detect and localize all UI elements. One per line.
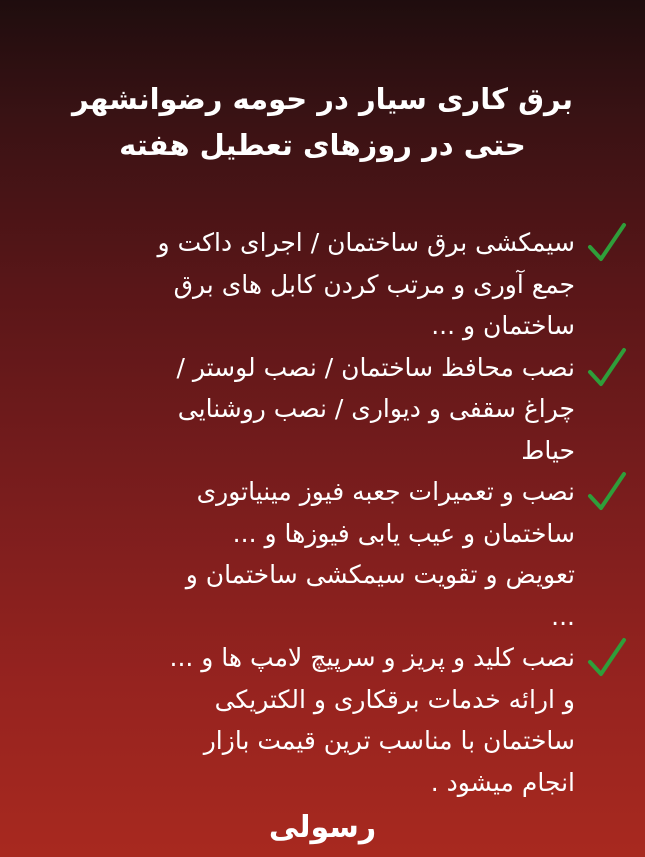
service-item [40,347,627,472]
service-item [40,471,627,637]
checkmark-icon [587,222,627,266]
checkmark-icon [587,471,627,515]
service-text-line: ... [551,601,575,631]
title-block [40,76,605,168]
service-text-line: تعویض و تقویت سیمکشی ساختمان و [185,560,575,589]
service-text-line: ساختمان و عیب یابی فیوزها و ... [232,518,575,548]
service-text-line: نصب محافظ ساختمان / نصب لوستر / [176,352,575,382]
service-item [40,637,627,803]
service-text-line: انجام میشود . [430,767,575,797]
service-text-line: و ارائه خدمات برقکاری و الکتریکی [214,684,575,714]
checkmark-icon [587,347,627,391]
service-text-line: چراغ سقفی و دیواری / نصب روشنایی [177,394,575,423]
services-list [40,222,627,803]
signature: رسولی [268,810,377,845]
checkmark-icon [587,637,627,681]
service-text-line: ساختمان با مناسب ترین قیمت بازار [203,726,575,755]
service-text-line: ساختمان و ... [431,311,575,340]
service-text-line: جمع آوری و مرتب کردن کابل های برق [173,269,575,299]
service-text-line: حیاط [521,435,575,465]
service-text-line: نصب کلید و پریز و سرپیچ لامپ ها و ... [169,643,575,672]
title-line-1: برق کاری سیار در حومه رضوانشهر [72,82,573,116]
service-text-line: نصب و تعمیرات جعبه فیوز مینیاتوری [196,477,575,506]
service-item [40,222,627,347]
service-text-line: سیمکشی برق ساختمان / اجرای داکت و [157,228,575,257]
title-line-2: حتی در روزهای تعطیل هفته [119,128,526,162]
